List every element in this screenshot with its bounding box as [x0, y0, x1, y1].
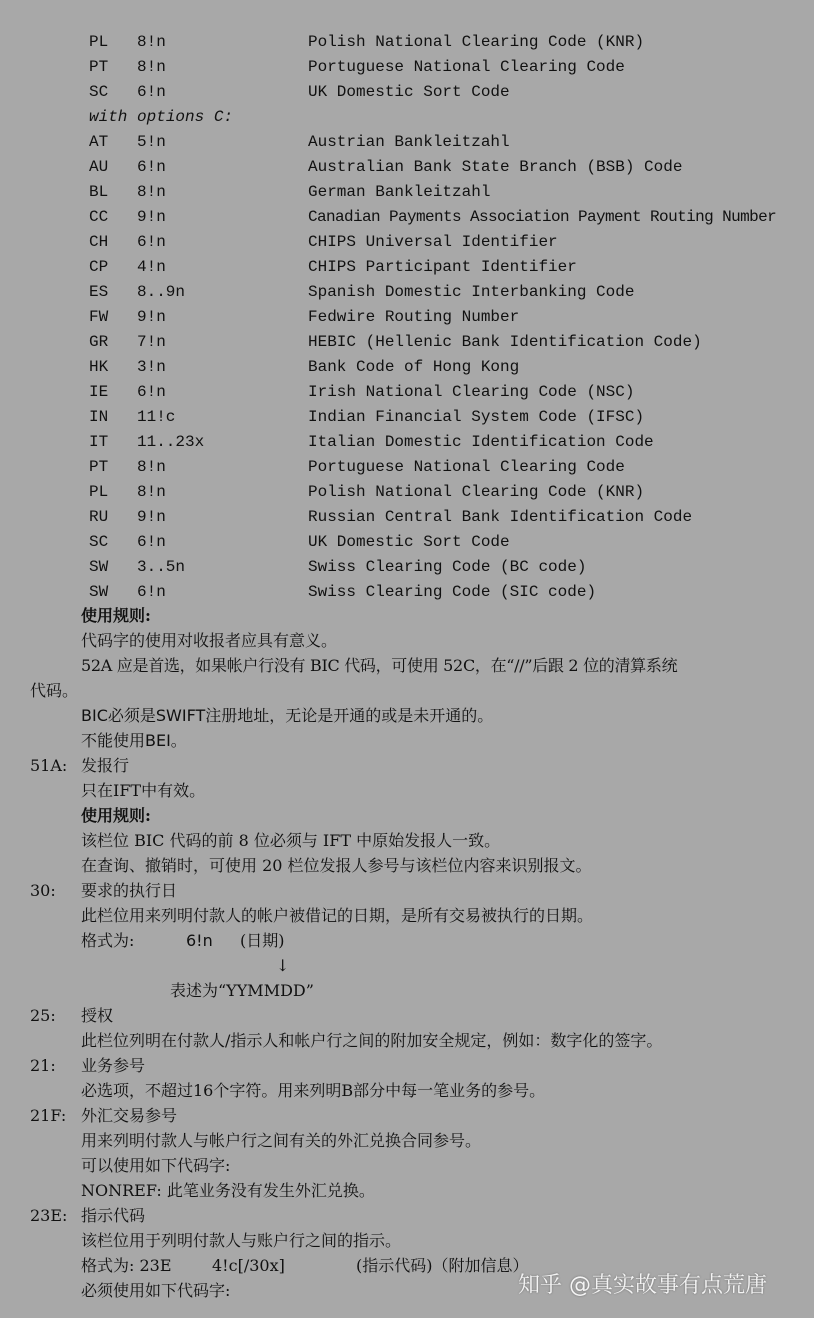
field-tag-21: 21: [30, 1056, 56, 1075]
description: Canadian Payments Association Payment Routing Number [308, 208, 777, 226]
code: PL [89, 483, 109, 501]
field-title-21: 业务参号 [81, 1056, 146, 1075]
arrow-down-icon: ↓ [276, 956, 290, 975]
rules-line: 代码。 [30, 681, 79, 700]
field-tag-25: 25: [30, 1006, 56, 1025]
description: Polish National Clearing Code (KNR) [308, 33, 645, 51]
rules-line: 不能使用BEI。 [81, 731, 187, 750]
description: German Bankleitzahl [308, 183, 491, 201]
description: Swiss Clearing Code (BC code) [308, 558, 587, 576]
format: 6!n [137, 158, 166, 176]
code: PT [89, 58, 109, 76]
code: BL [89, 183, 109, 201]
code: SC [89, 83, 109, 101]
watermark: 知乎 @真实故事有点荒唐 [518, 1273, 767, 1298]
field-line: 必须使用如下代码字: [81, 1281, 231, 1300]
code: FW [89, 308, 109, 326]
field-tag-51a: 51A: [30, 756, 68, 775]
field-line: 可以使用如下代码字: [81, 1156, 231, 1175]
code: RU [89, 508, 109, 526]
format-value: 6!n [186, 931, 213, 950]
field-title-21f: 外汇交易参号 [81, 1106, 178, 1125]
description: Portuguese National Clearing Code [308, 58, 625, 76]
code: SW [89, 583, 109, 601]
format: 6!n [137, 233, 166, 251]
format: 7!n [137, 333, 166, 351]
description: Austrian Bankleitzahl [308, 133, 510, 151]
format: 11!c [137, 408, 176, 426]
field-title-25: 授权 [81, 1006, 114, 1025]
code: IE [89, 383, 109, 401]
format-note: (日期) [240, 931, 285, 950]
field-tag-23e: 23E: [30, 1206, 68, 1225]
format: 9!n [137, 508, 166, 526]
code: CP [89, 258, 109, 276]
code: PT [89, 458, 109, 476]
code: GR [89, 333, 109, 351]
rules-heading: 使用规则: [81, 806, 151, 825]
rules-line: BIC必须是SWIFT注册地址，无论是开通的或是未开通的。 [81, 706, 494, 725]
code: AU [89, 158, 109, 176]
format: 9!n [137, 208, 166, 226]
field-line: 必选项，不超过16个字符。用来列明B部分中每一笔业务的参号。 [81, 1081, 546, 1100]
format: 3!n [137, 358, 166, 376]
description: UK Domestic Sort Code [308, 533, 510, 551]
code: IN [89, 408, 109, 426]
code: HK [89, 358, 109, 376]
field-line: 只在IFT中有效。 [81, 781, 206, 800]
code: ES [89, 283, 109, 301]
description: Spanish Domestic Interbanking Code [308, 283, 635, 301]
format-note: (指示代码)（附加信息） [356, 1256, 529, 1275]
format-expression: 表述为“YYMMDD” [170, 981, 314, 1000]
description: Polish National Clearing Code (KNR) [308, 483, 645, 501]
format: 8!n [137, 58, 166, 76]
field-title-23e: 指示代码 [81, 1206, 146, 1225]
code: CC [89, 208, 109, 226]
code: CH [89, 233, 109, 251]
description: UK Domestic Sort Code [308, 83, 510, 101]
description: Italian Domestic Identification Code [308, 433, 654, 451]
format-value: 4!c[/30x] [212, 1256, 285, 1275]
description: Australian Bank State Branch (BSB) Code [308, 158, 683, 176]
field-line: 此栏位用来列明付款人的帐户被借记的日期，是所有交易被执行的日期。 [81, 906, 594, 925]
field-line: 此栏位列明在付款人/指示人和帐户行之间的附加安全规定，例如：数字化的签字。 [81, 1031, 663, 1050]
field-title-30: 要求的执行日 [81, 881, 178, 900]
format: 6!n [137, 83, 166, 101]
format-label: 格式为: [81, 931, 135, 950]
code: AT [89, 133, 109, 151]
format: 8!n [137, 458, 166, 476]
options-c-label: with options C: [89, 108, 234, 126]
format: 9!n [137, 308, 166, 326]
field-title-51a: 发报行 [81, 756, 130, 775]
format: 6!n [137, 383, 166, 401]
description: Indian Financial System Code (IFSC) [308, 408, 645, 426]
description: Bank Code of Hong Kong [308, 358, 520, 376]
code: SC [89, 533, 109, 551]
description: Irish National Clearing Code (NSC) [308, 383, 635, 401]
rules-line: 该栏位 BIC 代码的前 8 位必须与 IFT 中原始发报人一致。 [81, 831, 501, 850]
description: Swiss Clearing Code (SIC code) [308, 583, 597, 601]
field-line: 用来列明付款人与帐户行之间有关的外汇兑换合同参号。 [81, 1131, 482, 1150]
format: 8!n [137, 33, 166, 51]
format: 5!n [137, 133, 166, 151]
rules-line: 代码字的使用对收报者应具有意义。 [81, 631, 338, 650]
format: 8!n [137, 483, 166, 501]
format: 6!n [137, 533, 166, 551]
description: CHIPS Universal Identifier [308, 233, 558, 251]
format: 3..5n [137, 558, 186, 576]
format: 6!n [137, 583, 166, 601]
field-tag-21f: 21F: [30, 1106, 67, 1125]
rules-line: 52A 应是首选，如果帐户行没有 BIC 代码，可使用 52C，在“//”后跟 2 位的清算系统 [81, 656, 678, 675]
code: IT [89, 433, 109, 451]
format: 4!n [137, 258, 166, 276]
description: Fedwire Routing Number [308, 308, 520, 326]
code: PL [89, 33, 109, 51]
description: HEBIC (Hellenic Bank Identification Code) [308, 333, 702, 351]
field-tag-30: 30: [30, 881, 56, 900]
format: 11..23x [137, 433, 205, 451]
field-line: NONREF: 此笔业务没有发生外汇兑换。 [81, 1181, 375, 1200]
rules-line: 在查询、撤销时，可使用 20 栏位发报人参号与该栏位内容来识别报文。 [81, 856, 592, 875]
field-line: 该栏位用于列明付款人与账户行之间的指示。 [81, 1231, 402, 1250]
code: SW [89, 558, 109, 576]
description: Russian Central Bank Identification Code [308, 508, 693, 526]
description: Portuguese National Clearing Code [308, 458, 625, 476]
format-label: 格式为: 23E [81, 1256, 172, 1275]
rules-heading: 使用规则: [81, 606, 151, 625]
format: 8!n [137, 183, 166, 201]
description: CHIPS Participant Identifier [308, 258, 577, 276]
format: 8..9n [137, 283, 186, 301]
